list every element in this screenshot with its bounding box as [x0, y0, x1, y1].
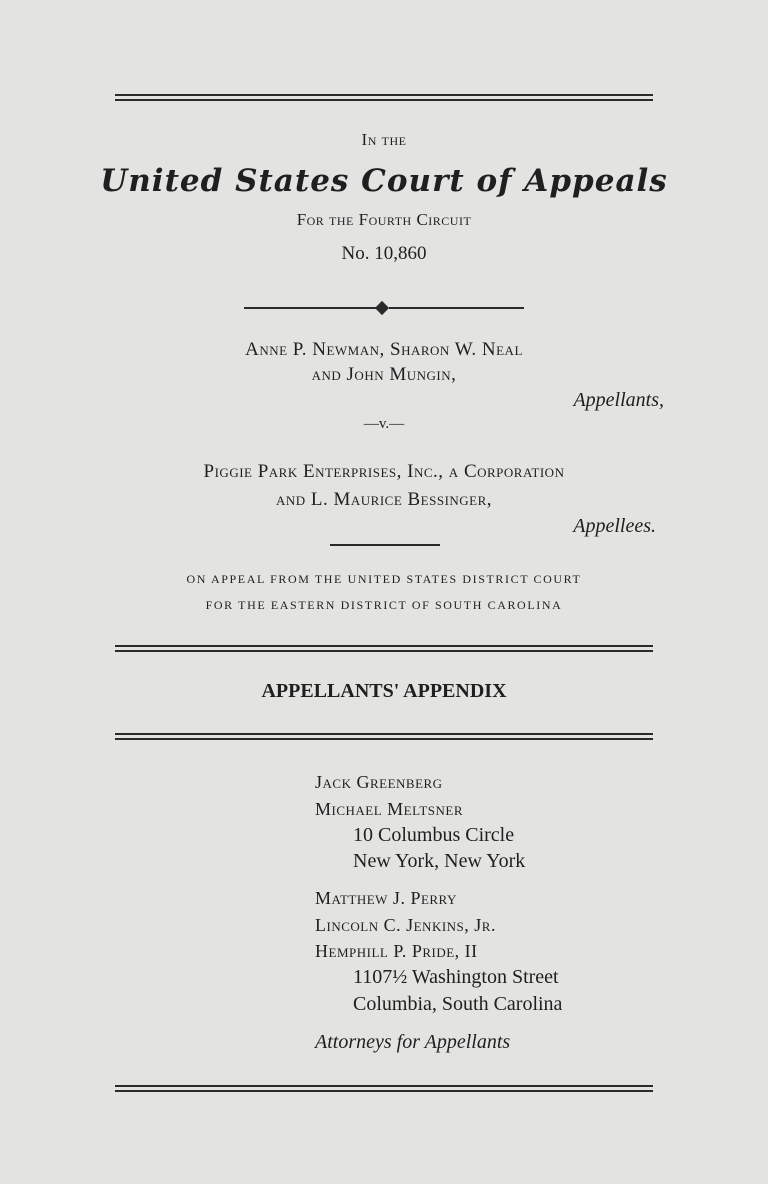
- attorney-name: Hemphill P. Pride, II: [315, 941, 478, 961]
- appeal-line-2: FOR THE EASTERN DISTRICT OF SOUTH CAROLINA: [205, 598, 563, 612]
- appellants-label: Appellants,: [573, 389, 664, 411]
- appellants-line-2: and John Mungin,: [311, 364, 457, 385]
- in-the-heading: In the: [361, 130, 407, 149]
- attorney-address: 1107½ Washington Street: [353, 966, 559, 988]
- attorney-address: Columbia, South Carolina: [353, 993, 563, 1015]
- bottom-double-rule: [115, 1085, 653, 1092]
- attorney-name: Michael Meltsner: [315, 799, 464, 819]
- appellants-line-1: Anne P. Newman, Sharon W. Neal: [245, 339, 523, 360]
- attorneys-label: Attorneys for Appellants: [315, 1031, 511, 1053]
- short-divider: [330, 544, 440, 546]
- attorney-address: 10 Columbus Circle: [353, 824, 515, 846]
- document-title: APPELLANTS' APPENDIX: [261, 680, 507, 702]
- circuit-line: For the Fourth Circuit: [296, 210, 472, 229]
- ornament-divider: [244, 303, 524, 313]
- mid-double-rule-top: [115, 645, 653, 652]
- appellees-label: Appellees.: [573, 515, 656, 537]
- attorney-name: Jack Greenberg: [315, 772, 443, 792]
- appellees-line-2: and L. Maurice Bessinger,: [275, 489, 493, 510]
- mid-double-rule-bottom: [115, 733, 653, 740]
- case-number: No. 10,860: [341, 243, 427, 264]
- attorney-name: Matthew J. Perry: [315, 888, 457, 908]
- court-name: United States Court of Appeals: [100, 163, 668, 199]
- appellees-line-1: Piggie Park Enterprises, Inc., a Corporation: [203, 461, 565, 482]
- attorney-address: New York, New York: [353, 850, 526, 872]
- appeal-line-1: ON APPEAL FROM THE UNITED STATES DISTRICT COURT: [186, 572, 582, 586]
- attorney-name: Lincoln C. Jenkins, Jr.: [315, 915, 496, 935]
- versus: —v.—: [363, 416, 405, 432]
- top-double-rule: [115, 94, 653, 101]
